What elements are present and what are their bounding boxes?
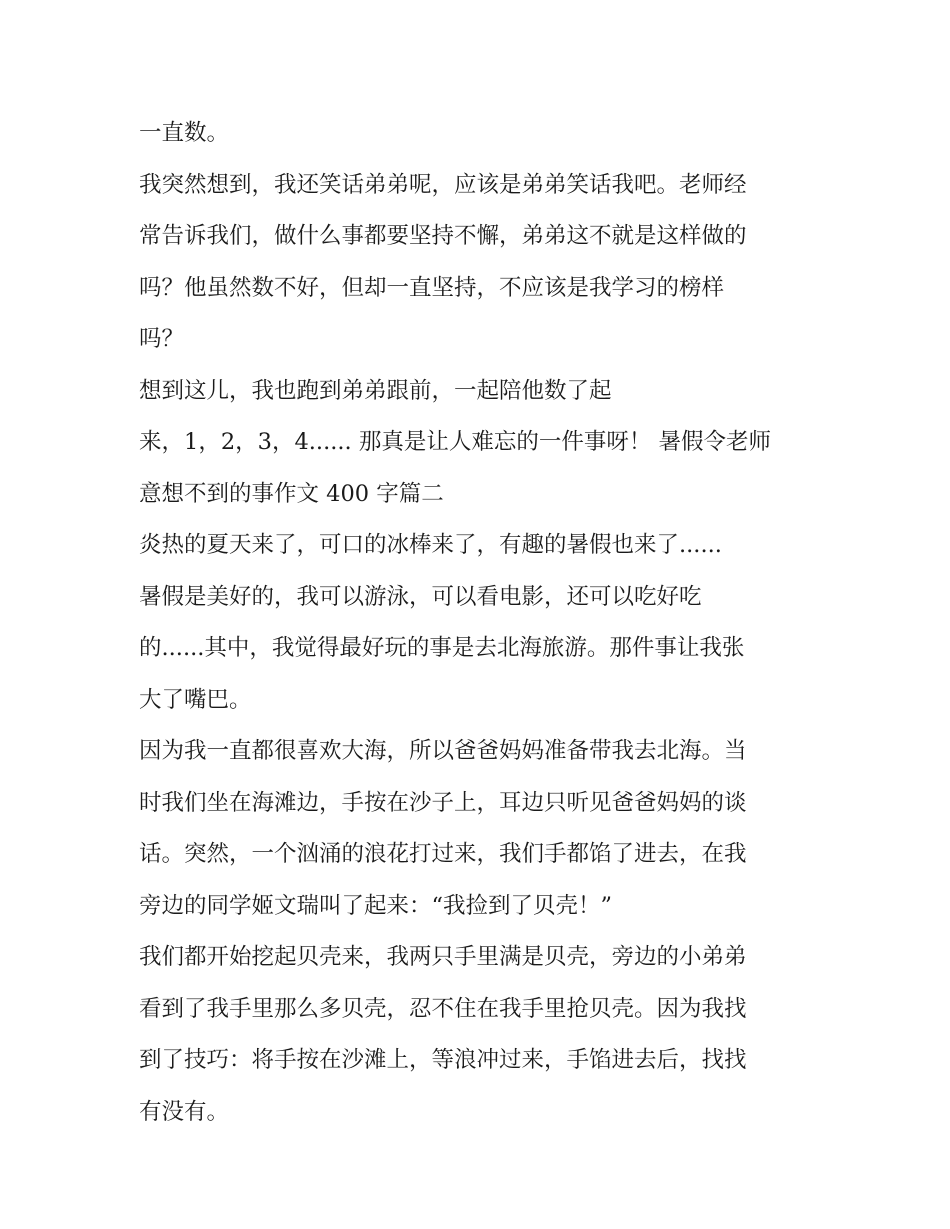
text-line: 的......其中，我觉得最好玩的事是去北海旅游。那件事让我张 <box>139 635 745 661</box>
text-line: 常告诉我们，做什么事都要坚持不懈，弟弟这不就是这样做的 <box>139 223 747 249</box>
text-line: 暑假是美好的，我可以游泳，可以看电影，还可以吃好吃 <box>139 583 702 610</box>
text-line: 因为我一直都很喜欢大海，所以爸爸妈妈准备带我去北海。当 <box>139 738 747 764</box>
text-line: 吗？他虽然数不好，但却一直坚持，不应该是我学习的榜样 <box>139 274 725 301</box>
text-line: 大了嘴巴。 <box>139 686 252 713</box>
text-line: 我突然想到，我还笑话弟弟呢，应该是弟弟笑话我吧。老师经 <box>139 171 747 198</box>
text-line: 想到这儿，我也跑到弟弟跟前，一起陪他数了起 <box>139 377 612 404</box>
text-line: 来，1，2，3，4...... 那真是让人难忘的一件事呀！ 暑假令老师 <box>139 429 771 455</box>
text-line: 一直数。 <box>139 120 230 146</box>
text-line: 有没有。 <box>139 1098 230 1125</box>
text-line: 时我们坐在海滩边，手按在沙子上，耳边只听见爸爸妈妈的谈 <box>139 789 747 816</box>
section-heading: 意想不到的事作文 400 字篇二 <box>139 480 444 507</box>
text-line: 话。突然，一个汹涌的浪花打过来，我们手都馅了进去，在我 <box>139 841 747 867</box>
text-line: 我们都开始挖起贝壳来，我两只手里满是贝壳，旁边的小弟弟 <box>139 944 747 970</box>
text-line: 吗？ <box>139 326 185 352</box>
text-line: 到了技巧：将手按在沙滩上，等浪冲过来，手馅进去后，找找 <box>139 1047 747 1073</box>
text-line: 炎热的夏天来了，可口的冰棒来了，有趣的暑假也来了...... <box>139 532 722 558</box>
text-line: 旁边的同学姬文瑞叫了起来：“我捡到了贝壳！” <box>139 892 613 919</box>
text-line: 看到了我手里那么多贝壳，忍不住在我手里抢贝壳。因为我找 <box>139 995 747 1022</box>
essay-text <box>139 108 819 1138</box>
